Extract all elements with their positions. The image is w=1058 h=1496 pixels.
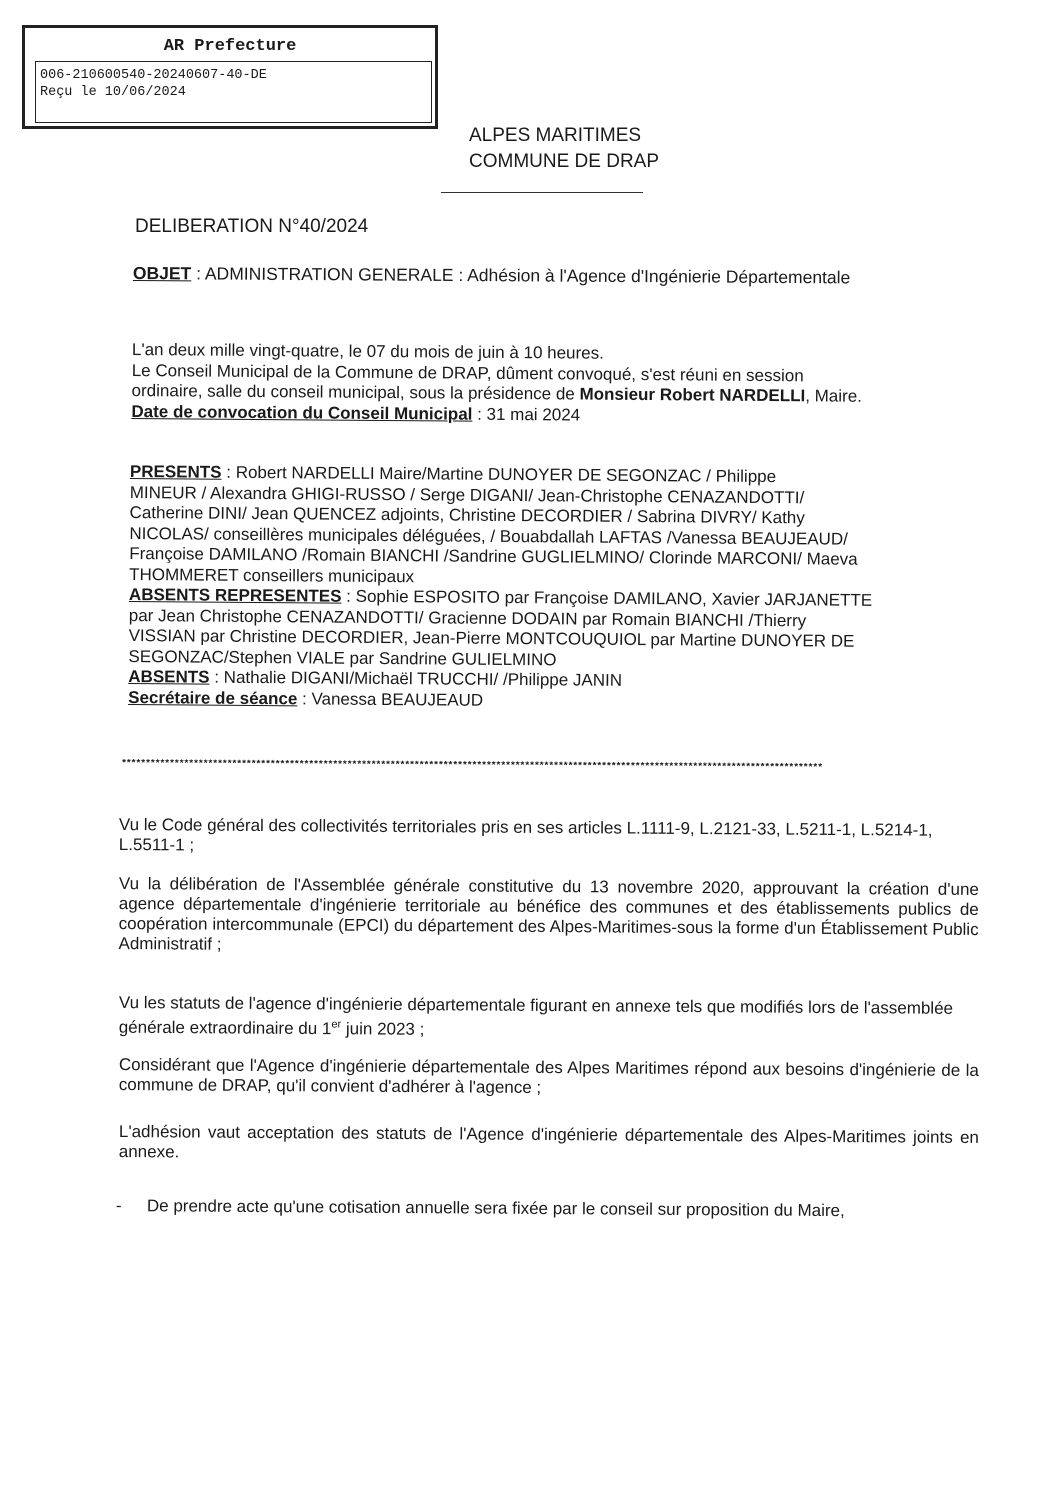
- stamp-title: AR Prefecture: [163, 37, 297, 56]
- represented-line: VISSIAN par Christine DECORDIER, Jean-Pierre MONTCOUQUIOL par Martine DUNOYER DE: [128, 625, 855, 651]
- presents-line: Catherine DINI/ Jean QUENCEZ adjoints, Christine DECORDIER / Sabrina DIVRY/ Kathy: [129, 502, 805, 528]
- absents-text: : Nathalie DIGANI/Michaël TRUCCHI/ /Philippe JANIN: [209, 667, 623, 690]
- objet-line: [133, 263, 851, 288]
- ordinal-suffix: er: [331, 1018, 342, 1031]
- represented-text: : Sophie ESPOSITO par Françoise DAMILANO, Xavier JARJANETTE: [341, 586, 873, 610]
- bullet-text: De prendre acte qu'une cotisation annuelle sera fixée par le conseil sur proposition du Maire,: [146, 1196, 845, 1221]
- commune-name: COMMUNE DE DRAP: [469, 151, 660, 172]
- intro-line: L'an deux mille vingt-quatre, le 07 du mois de juin à 10 heures.: [131, 340, 604, 363]
- stamp-details: [35, 61, 432, 123]
- department-name: ALPES MARITIMES: [469, 125, 642, 146]
- intro-text: ordinaire, salle du conseil municipal, sous la présidence de: [131, 380, 580, 404]
- statuts-text: Vu les statuts de l'agence d'ingénierie départementale figurant en annexe tels que modifiés lors de l'assemblée générale extraordinaire du 1: [118, 993, 954, 1039]
- presents-line: NICOLAS/ conseillères municipales déléguées, / Bouabdallah LAFTAS /Vanessa BEAUJEAUD/: [129, 523, 848, 549]
- statuts-text: juin 2023 ;: [341, 1019, 425, 1039]
- stamp-received-date: Reçu le 10/06/2024: [40, 85, 186, 100]
- prefecture-stamp: [22, 25, 438, 129]
- session-intro: [131, 340, 862, 428]
- code-paragraph: [119, 815, 979, 861]
- paragraph-text: Vu le Code général des collectivités territoriales pris en ses articles L.1111-9, L.2121-33, L.5211-1, L.5214-1, L.5511-1 ;: [118, 815, 933, 855]
- paragraph-text: Considérant que l'Agence d'ingénierie départementale des Alpes Maritimes répond aux besoins d'ingénierie de la commune de DRAP, qu'il convient d'adhérer à l'agence ;: [118, 1055, 979, 1097]
- paragraph-text: Vu la délibération de l'Assemblée générale constitutive du 13 novembre 2020, approuvant la création d'une agence départementale d'ingénierie territoriale au bénéfice des communes et des établissements publics de coopération intercommunale (EPCI) du département des Alpes-Maritimes-sous la forme d'un Établissement Public Administratif ;: [118, 874, 979, 954]
- objet-label: OBJET: [132, 263, 192, 284]
- presents-text: : Robert NARDELLI Maire/Martine DUNOYER DE SEGONZAC / Philippe: [221, 462, 777, 487]
- convocation-value: : 31 mai 2024: [472, 404, 581, 425]
- asterisk-separator: **************************************************************************************************************************************************: [120, 759, 822, 775]
- deliberation-number: DELIBERATION N°40/2024: [135, 216, 369, 237]
- secretary-label: Secrétaire de séance: [128, 687, 298, 708]
- absents-label: ABSENTS: [128, 666, 210, 687]
- adhesion-paragraph: [119, 1122, 979, 1168]
- represented-line: par Jean Christophe CENAZANDOTTI/ Gracienne DODAIN par Romain BIANCHI /Thierry: [128, 605, 807, 630]
- presents-line: Françoise DAMILANO /Romain BIANCHI /Sandrine GUGLIELMINO/ Clorinde MARCONI/ Maeva: [129, 543, 858, 569]
- deliberation-paragraph: [118, 874, 979, 960]
- paragraph-text: L'adhésion vaut acceptation des statuts de l'Agence d'ingénierie départementale des Alpes-Maritimes joints en annexe.: [118, 1122, 979, 1162]
- represented-line: SEGONZAC/Stephen VIALE par Sandrine GULIELMINO: [128, 646, 557, 669]
- considerant-paragraph: [119, 1055, 979, 1101]
- presents-label: PRESENTS: [129, 462, 222, 482]
- presents-line: MINEUR / Alexandra GHIGI-RUSSO / Serge DIGANI/ Jean-Christophe CENAZANDOTTI/: [129, 482, 805, 507]
- secretary-text: : Vanessa BEAUJEAUD: [297, 688, 484, 710]
- intro-text: , Maire.: [805, 386, 862, 406]
- header-divider: [441, 192, 643, 193]
- represented-label: ABSENTS REPRESENTES: [128, 584, 342, 606]
- presents-line: THOMMERET conseillers municipaux: [129, 564, 415, 586]
- bullet-marker: -: [115, 1196, 122, 1216]
- stamp-reference: 006-210600540-20240607-40-DE: [40, 68, 267, 83]
- paragraph-text: [119, 993, 979, 1044]
- document-header: [469, 123, 659, 175]
- attendance-block: [128, 462, 873, 714]
- convocation-label: Date de convocation du Conseil Municipal: [131, 401, 473, 424]
- mayor-name: Monsieur Robert NARDELLI: [579, 384, 806, 406]
- objet-text: : ADMINISTRATION GENERALE : Adhésion à l'Agence d'Ingénierie Départementale: [191, 263, 851, 288]
- statuts-paragraph: [119, 993, 979, 1044]
- bullet-item: [116, 1196, 845, 1221]
- intro-line: Le Conseil Municipal de la Commune de DRAP, dûment convoqué, s'est réuni en session: [131, 360, 804, 385]
